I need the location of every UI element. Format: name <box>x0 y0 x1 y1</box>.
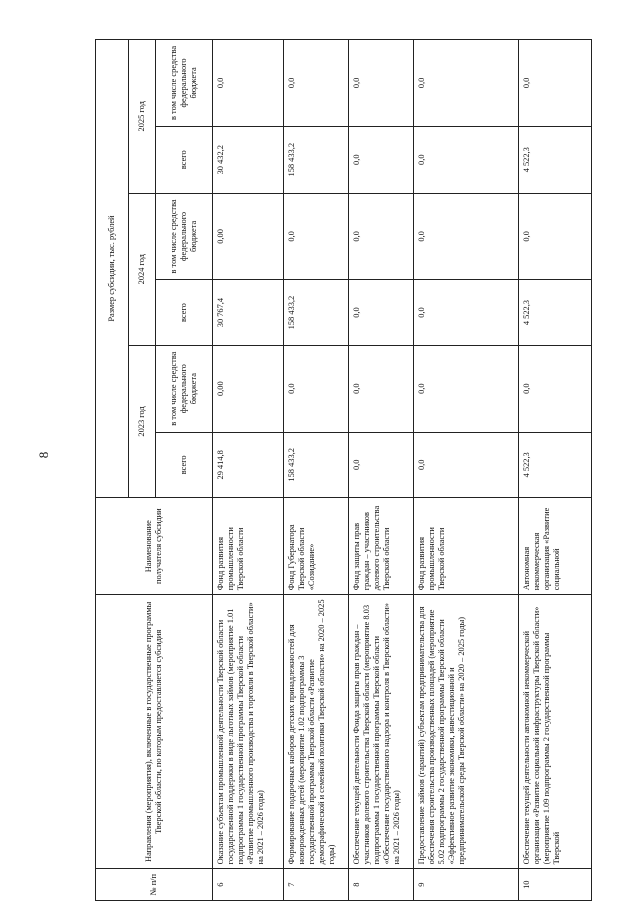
table-row <box>519 40 592 901</box>
header-total-2025: всего <box>156 126 213 193</box>
row-recipient: Фонд развития промышленности Тверской области <box>414 498 519 595</box>
row-2025-federal: 0,0 <box>414 40 519 127</box>
row-2023-federal: 0,0 <box>284 345 349 432</box>
row-recipient: Фонд Губернатора Тверской области «Созидание» <box>284 498 349 595</box>
row-2023-federal: 0,0 <box>414 345 519 432</box>
row-direction: Оказание субъектам промышленной деятельности Тверской области государственной поддержки в виде льготных займов (мероприятие 1.01 подпрограммы 1 государственной программы Тверской области «Развитие промышленного производства и торговли в Тверской области» на 2021 – 2026 годы) <box>213 595 284 869</box>
row-recipient: Автономная некоммерческая организация «Развитие социальной <box>519 498 592 595</box>
header-total-2023: всего <box>156 432 213 498</box>
row-2025-total: 30 432,2 <box>213 126 284 193</box>
header-year-2025: 2025 год <box>129 40 156 194</box>
row-2024-federal: 0,0 <box>284 193 349 280</box>
header-federal-2023: в том числе средства федерального бюджета <box>156 345 213 432</box>
document-table-container <box>95 39 635 901</box>
row-2023-federal: 0,0 <box>349 345 414 432</box>
row-2023-total: 0,0 <box>414 432 519 498</box>
subsidy-table <box>95 39 592 901</box>
row-2025-federal: 0,0 <box>284 40 349 127</box>
row-2023-federal: 0,0 <box>519 345 592 432</box>
header-direction: Направления (мероприятия), включенные в государственные программы Тверской области, по которым предоставляется субсидия <box>96 595 213 869</box>
table-row <box>414 40 519 901</box>
row-direction: Предоставление займов (гарантий) субъектам предпринимательства для обеспечения строительства производственных площадей (мероприятие 5.02 подпрограммы 2 государственной программы Тверской области «Эффективное развитие экономики, инвестиционной и предпринимательской среды Тверской области» на 2020 – 2025 годы) <box>414 595 519 869</box>
header-year-2024: 2024 год <box>129 193 156 345</box>
row-2025-total: 158 433,2 <box>284 126 349 193</box>
row-2024-total: 158 433,2 <box>284 280 349 346</box>
row-num: 10 <box>519 869 592 901</box>
row-recipient: Фонд защиты прав граждан – участников долевого строительства Тверской области <box>349 498 414 595</box>
header-amount: Размер субсидии, тыс. рублей <box>96 40 129 498</box>
row-num: 8 <box>349 869 414 901</box>
row-2025-total: 0,0 <box>414 126 519 193</box>
row-2023-total: 0,0 <box>349 432 414 498</box>
header-federal-2025: в том числе средства федерального бюджета <box>156 40 213 127</box>
row-2024-federal: 0,0 <box>519 193 592 280</box>
row-2025-total: 0,0 <box>349 126 414 193</box>
row-2025-federal: 0,0 <box>213 40 284 127</box>
table-row <box>349 40 414 901</box>
row-2025-total: 4 522,3 <box>519 126 592 193</box>
page-number: 8 <box>36 451 51 459</box>
header-recipient: Наименование получателя субсидии <box>96 498 213 595</box>
table-row <box>284 40 349 901</box>
row-num: 6 <box>213 869 284 901</box>
row-2024-total: 30 767,4 <box>213 280 284 346</box>
header-year-2023: 2023 год <box>129 345 156 497</box>
row-direction: Обеспечение текущей деятельности Фонда защиты прав граждан – участников долевого строительства Тверской области (мероприятие 8.03 подпрограммы 1 государственной программы Тверской области «Обеспечение государственного надзора и контроля в Тверской области» на 2021 – 2026 годы) <box>349 595 414 869</box>
row-2023-total: 29 414,8 <box>213 432 284 498</box>
header-num: № п/п <box>96 869 213 901</box>
row-2024-total: 0,0 <box>414 280 519 346</box>
row-num: 9 <box>414 869 519 901</box>
row-2025-federal: 0,0 <box>349 40 414 127</box>
row-2024-total: 4 522,3 <box>519 280 592 346</box>
row-direction: Обеспечение текущей деятельности автономной некоммерческой организации «Развитие социальной инфраструктуры Тверской области» (мероприятие 1.09 подпрограммы 2 государственной программы Тверской <box>519 595 592 869</box>
row-2023-total: 158 433,2 <box>284 432 349 498</box>
row-2023-total: 4 522,3 <box>519 432 592 498</box>
table-row <box>213 40 284 901</box>
row-direction: Формирование подарочных наборов детских принадлежностей для новорожденных детей (мероприятие 1.02 подпрограммы 3 государственной программы Тверской области «Развитие демографической и семейной политики Тверской области» на 2020 – 2025 годы) <box>284 595 349 869</box>
header-total-2024: всего <box>156 280 213 346</box>
row-2024-federal: 0,00 <box>213 193 284 280</box>
row-num: 7 <box>284 869 349 901</box>
row-2023-federal: 0,00 <box>213 345 284 432</box>
row-2024-federal: 0,0 <box>414 193 519 280</box>
row-2025-federal: 0,0 <box>519 40 592 127</box>
row-recipient: Фонд развития промышленности Тверской области <box>213 498 284 595</box>
header-federal-2024: в том числе средства федерального бюджета <box>156 193 213 280</box>
row-2024-federal: 0,0 <box>349 193 414 280</box>
row-2024-total: 0,0 <box>349 280 414 346</box>
